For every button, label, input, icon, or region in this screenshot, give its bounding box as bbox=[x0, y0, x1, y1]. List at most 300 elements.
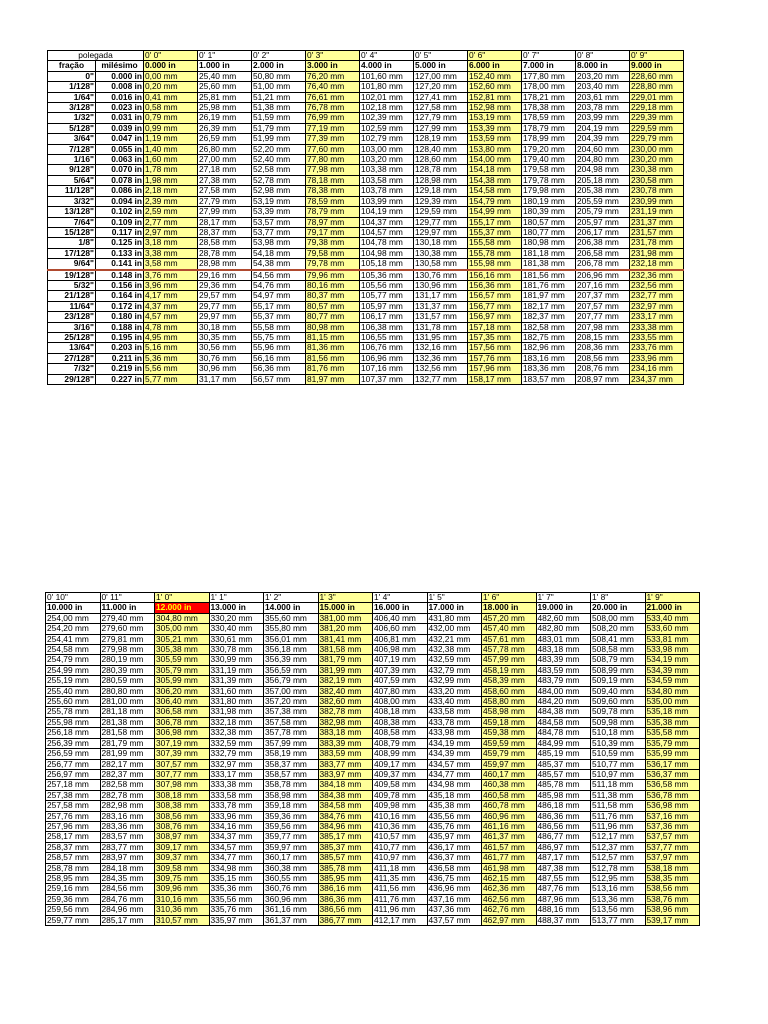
mm-cell: 485,37 mm bbox=[536, 759, 591, 769]
mm-cell: 78,59 mm bbox=[306, 196, 360, 206]
mm-cell: 80,77 mm bbox=[306, 312, 360, 322]
mm-cell: 255,78 mm bbox=[46, 707, 101, 717]
table-row bbox=[48, 165, 684, 175]
mm-cell: 411,76 mm bbox=[373, 894, 428, 904]
table-row bbox=[48, 353, 684, 363]
mm-cell: 28,78 mm bbox=[198, 248, 252, 258]
mm-cell: 256,59 mm bbox=[46, 749, 101, 759]
feet-header-3: 1' 1" bbox=[209, 593, 264, 603]
inch-header-7: 7.000 in bbox=[522, 61, 576, 71]
mm-cell: 52,20 mm bbox=[252, 144, 306, 154]
mm-cell: 5,36 mm bbox=[144, 353, 198, 363]
mm-cell: 356,59 mm bbox=[264, 665, 319, 675]
inch-header-2: 12.000 in bbox=[155, 603, 210, 613]
mm-cell: 183,36 mm bbox=[522, 364, 576, 374]
table-row bbox=[46, 759, 700, 769]
decimal-cell: 0.055 in bbox=[96, 144, 144, 154]
decimal-cell: 0.117 in bbox=[96, 227, 144, 237]
mm-cell: 461,57 mm bbox=[482, 842, 537, 852]
mm-cell: 460,96 mm bbox=[482, 811, 537, 821]
fraction-cell: 3/128" bbox=[48, 103, 96, 113]
mm-cell: 460,38 mm bbox=[482, 780, 537, 790]
mm-cell: 205,97 mm bbox=[576, 217, 630, 227]
mm-cell: 26,80 mm bbox=[198, 144, 252, 154]
mm-cell: 360,76 mm bbox=[264, 884, 319, 894]
mm-cell: 233,55 mm bbox=[630, 332, 684, 342]
mm-cell: 106,17 mm bbox=[360, 312, 414, 322]
mm-cell: 306,58 mm bbox=[155, 707, 210, 717]
mm-cell: 1,60 mm bbox=[144, 155, 198, 165]
mm-cell: 538,56 mm bbox=[645, 884, 700, 894]
mm-cell: 0,41 mm bbox=[144, 92, 198, 102]
mm-cell: 207,57 mm bbox=[576, 301, 630, 311]
mm-cell: 281,18 mm bbox=[100, 707, 155, 717]
mm-cell: 254,58 mm bbox=[46, 645, 101, 655]
decimal-cell: 0.063 in bbox=[96, 155, 144, 165]
mm-cell: 79,17 mm bbox=[306, 227, 360, 237]
table-row bbox=[46, 686, 700, 696]
mm-cell: 357,78 mm bbox=[264, 728, 319, 738]
table-row bbox=[46, 769, 700, 779]
mm-cell: 51,21 mm bbox=[252, 92, 306, 102]
mm-cell: 382,40 mm bbox=[318, 686, 373, 696]
mm-cell: 406,81 mm bbox=[373, 634, 428, 644]
table-row bbox=[48, 364, 684, 374]
mm-cell: 382,98 mm bbox=[318, 717, 373, 727]
mm-cell: 534,19 mm bbox=[645, 655, 700, 665]
mm-cell: 130,96 mm bbox=[414, 280, 468, 290]
mm-cell: 0,20 mm bbox=[144, 82, 198, 92]
mm-cell: 30,35 mm bbox=[198, 332, 252, 342]
table-row bbox=[46, 780, 700, 790]
mm-cell: 382,19 mm bbox=[318, 676, 373, 686]
mm-cell: 233,76 mm bbox=[630, 343, 684, 353]
mm-cell: 0,99 mm bbox=[144, 123, 198, 133]
mm-cell: 101,80 mm bbox=[360, 82, 414, 92]
mm-cell: 358,19 mm bbox=[264, 749, 319, 759]
table-row bbox=[48, 322, 684, 332]
mm-cell: 208,15 mm bbox=[576, 332, 630, 342]
mm-cell: 5,77 mm bbox=[144, 374, 198, 384]
decimal-cell: 0.016 in bbox=[96, 92, 144, 102]
mm-cell: 331,39 mm bbox=[209, 676, 264, 686]
mm-cell: 79,38 mm bbox=[306, 238, 360, 248]
mm-cell: 483,39 mm bbox=[536, 655, 591, 665]
mm-cell: 310,36 mm bbox=[155, 905, 210, 915]
mm-cell: 53,98 mm bbox=[252, 238, 306, 248]
table-row bbox=[48, 134, 684, 144]
fraction-cell: 5/32" bbox=[48, 280, 96, 290]
decimal-cell: 0.203 in bbox=[96, 343, 144, 353]
mm-cell: 255,98 mm bbox=[46, 717, 101, 727]
mm-cell: 284,96 mm bbox=[100, 905, 155, 915]
mm-cell: 357,58 mm bbox=[264, 717, 319, 727]
mm-cell: 183,57 mm bbox=[522, 374, 576, 384]
mm-cell: 26,19 mm bbox=[198, 113, 252, 123]
mm-cell: 154,79 mm bbox=[468, 196, 522, 206]
mm-cell: 129,77 mm bbox=[414, 217, 468, 227]
mm-cell: 308,76 mm bbox=[155, 821, 210, 831]
mm-cell: 485,78 mm bbox=[536, 780, 591, 790]
mm-cell: 205,38 mm bbox=[576, 186, 630, 196]
mm-cell: 103,00 mm bbox=[360, 144, 414, 154]
mm-cell: 233,17 mm bbox=[630, 312, 684, 322]
mm-cell: 508,58 mm bbox=[591, 645, 646, 655]
mm-cell: 510,97 mm bbox=[591, 769, 646, 779]
table-row bbox=[46, 894, 700, 904]
mm-cell: 539,17 mm bbox=[645, 915, 700, 925]
mm-cell: 435,18 mm bbox=[427, 790, 482, 800]
mm-cell: 457,40 mm bbox=[482, 624, 537, 634]
mm-cell: 486,97 mm bbox=[536, 842, 591, 852]
mm-cell: 509,40 mm bbox=[591, 686, 646, 696]
mm-cell: 152,98 mm bbox=[468, 103, 522, 113]
mm-cell: 182,75 mm bbox=[522, 332, 576, 342]
mm-cell: 208,76 mm bbox=[576, 364, 630, 374]
mm-cell: 434,39 mm bbox=[427, 749, 482, 759]
mm-cell: 282,37 mm bbox=[100, 769, 155, 779]
mm-cell: 536,37 mm bbox=[645, 769, 700, 779]
mm-cell: 3,96 mm bbox=[144, 280, 198, 290]
mm-cell: 330,40 mm bbox=[209, 624, 264, 634]
mm-cell: 536,17 mm bbox=[645, 759, 700, 769]
mm-cell: 203,20 mm bbox=[576, 71, 630, 81]
mm-cell: 510,18 mm bbox=[591, 728, 646, 738]
decimal-cell: 0.188 in bbox=[96, 322, 144, 332]
mm-cell: 538,18 mm bbox=[645, 863, 700, 873]
mm-cell: 436,58 mm bbox=[427, 863, 482, 873]
mm-cell: 411,35 mm bbox=[373, 873, 428, 883]
mm-cell: 103,38 mm bbox=[360, 165, 414, 175]
mm-cell: 407,39 mm bbox=[373, 665, 428, 675]
mm-cell: 54,76 mm bbox=[252, 280, 306, 290]
conversion-table-0-to-9-feet bbox=[47, 50, 684, 385]
mm-cell: 132,56 mm bbox=[414, 364, 468, 374]
mm-cell: 535,99 mm bbox=[645, 749, 700, 759]
mm-cell: 307,57 mm bbox=[155, 759, 210, 769]
mm-cell: 54,56 mm bbox=[252, 270, 306, 281]
inch-header-5: 5.000 in bbox=[414, 61, 468, 71]
feet-header-8: 1' 6" bbox=[482, 593, 537, 603]
mm-cell: 484,78 mm bbox=[536, 728, 591, 738]
table-row bbox=[48, 374, 684, 384]
mm-cell: 436,37 mm bbox=[427, 853, 482, 863]
mm-cell: 127,00 mm bbox=[414, 71, 468, 81]
mm-cell: 228,60 mm bbox=[630, 71, 684, 81]
mm-cell: 330,20 mm bbox=[209, 613, 264, 623]
mm-cell: 206,78 mm bbox=[576, 259, 630, 270]
mm-cell: 281,79 mm bbox=[100, 738, 155, 748]
mm-cell: 406,40 mm bbox=[373, 613, 428, 623]
mm-cell: 486,77 mm bbox=[536, 832, 591, 842]
mm-cell: 309,96 mm bbox=[155, 884, 210, 894]
mm-cell: 305,21 mm bbox=[155, 634, 210, 644]
mm-cell: 334,37 mm bbox=[209, 832, 264, 842]
mm-cell: 155,37 mm bbox=[468, 227, 522, 237]
mm-cell: 56,16 mm bbox=[252, 353, 306, 363]
header-row-inches bbox=[48, 61, 684, 71]
mm-cell: 457,20 mm bbox=[482, 613, 537, 623]
mm-cell: 281,58 mm bbox=[100, 728, 155, 738]
mm-cell: 153,80 mm bbox=[468, 144, 522, 154]
mm-cell: 436,96 mm bbox=[427, 884, 482, 894]
fraction-cell: 25/128" bbox=[48, 332, 96, 342]
table-row bbox=[46, 707, 700, 717]
mm-cell: 284,56 mm bbox=[100, 884, 155, 894]
mm-cell: 433,20 mm bbox=[427, 686, 482, 696]
table-row bbox=[48, 71, 684, 81]
table-row bbox=[48, 312, 684, 322]
decimal-cell: 0.039 in bbox=[96, 123, 144, 133]
mm-cell: 76,78 mm bbox=[306, 103, 360, 113]
mm-cell: 233,96 mm bbox=[630, 353, 684, 363]
table-row bbox=[48, 270, 684, 281]
mm-cell: 334,57 mm bbox=[209, 842, 264, 852]
mm-cell: 257,96 mm bbox=[46, 821, 101, 831]
mm-cell: 332,18 mm bbox=[209, 717, 264, 727]
table-row bbox=[48, 175, 684, 185]
mm-cell: 458,39 mm bbox=[482, 676, 537, 686]
table-row bbox=[46, 811, 700, 821]
mm-cell: 207,16 mm bbox=[576, 280, 630, 290]
mm-cell: 181,76 mm bbox=[522, 280, 576, 290]
mm-cell: 432,79 mm bbox=[427, 665, 482, 675]
mm-cell: 27,18 mm bbox=[198, 165, 252, 175]
decimal-cell: 0.164 in bbox=[96, 291, 144, 301]
table-row bbox=[46, 801, 700, 811]
table-row bbox=[46, 821, 700, 831]
mm-cell: 203,40 mm bbox=[576, 82, 630, 92]
mm-cell: 127,79 mm bbox=[414, 113, 468, 123]
mm-cell: 510,77 mm bbox=[591, 759, 646, 769]
mm-cell: 381,58 mm bbox=[318, 645, 373, 655]
mm-cell: 410,16 mm bbox=[373, 811, 428, 821]
mm-cell: 361,16 mm bbox=[264, 905, 319, 915]
mm-cell: 5,56 mm bbox=[144, 364, 198, 374]
table-row bbox=[46, 645, 700, 655]
mm-cell: 207,37 mm bbox=[576, 291, 630, 301]
mm-cell: 1,19 mm bbox=[144, 134, 198, 144]
mm-cell: 435,56 mm bbox=[427, 811, 482, 821]
mm-cell: 203,99 mm bbox=[576, 113, 630, 123]
mm-cell: 433,58 mm bbox=[427, 707, 482, 717]
mm-cell: 129,59 mm bbox=[414, 207, 468, 217]
mm-cell: 484,38 mm bbox=[536, 707, 591, 717]
mm-cell: 408,38 mm bbox=[373, 717, 428, 727]
mm-cell: 258,57 mm bbox=[46, 853, 101, 863]
mm-cell: 485,98 mm bbox=[536, 790, 591, 800]
mm-cell: 310,16 mm bbox=[155, 894, 210, 904]
mm-cell: 358,98 mm bbox=[264, 790, 319, 800]
mm-cell: 359,77 mm bbox=[264, 832, 319, 842]
table-row bbox=[46, 634, 700, 644]
fraction-cell: 19/128" bbox=[48, 270, 96, 281]
table-row bbox=[48, 92, 684, 102]
mm-cell: 458,60 mm bbox=[482, 686, 537, 696]
mm-cell: 81,56 mm bbox=[306, 353, 360, 363]
table-row bbox=[48, 217, 684, 227]
header-row-feet bbox=[46, 593, 700, 603]
mm-cell: 281,00 mm bbox=[100, 697, 155, 707]
mm-cell: 332,59 mm bbox=[209, 738, 264, 748]
mm-cell: 229,01 mm bbox=[630, 92, 684, 102]
mm-cell: 279,81 mm bbox=[100, 634, 155, 644]
mm-cell: 538,76 mm bbox=[645, 894, 700, 904]
mm-cell: 154,38 mm bbox=[468, 175, 522, 185]
mm-cell: 360,17 mm bbox=[264, 853, 319, 863]
mm-cell: 106,38 mm bbox=[360, 322, 414, 332]
feet-header-6: 1' 4" bbox=[373, 593, 428, 603]
mm-cell: 78,79 mm bbox=[306, 207, 360, 217]
mm-cell: 460,58 mm bbox=[482, 790, 537, 800]
mm-cell: 385,37 mm bbox=[318, 842, 373, 852]
mm-cell: 356,79 mm bbox=[264, 676, 319, 686]
mm-cell: 280,19 mm bbox=[100, 655, 155, 665]
mm-cell: 509,98 mm bbox=[591, 717, 646, 727]
mm-cell: 459,79 mm bbox=[482, 749, 537, 759]
feet-header-8: 0' 8" bbox=[576, 51, 630, 61]
mm-cell: 3,76 mm bbox=[144, 270, 198, 281]
mm-cell: 486,18 mm bbox=[536, 801, 591, 811]
mm-cell: 534,80 mm bbox=[645, 686, 700, 696]
mm-cell: 409,98 mm bbox=[373, 801, 428, 811]
mm-cell: 307,77 mm bbox=[155, 769, 210, 779]
fraction-cell: 13/128" bbox=[48, 207, 96, 217]
mm-cell: 78,18 mm bbox=[306, 175, 360, 185]
mm-cell: 106,55 mm bbox=[360, 332, 414, 342]
table-row bbox=[46, 832, 700, 842]
mm-cell: 130,38 mm bbox=[414, 248, 468, 258]
mm-cell: 103,58 mm bbox=[360, 175, 414, 185]
mm-cell: 153,19 mm bbox=[468, 113, 522, 123]
mm-cell: 259,77 mm bbox=[46, 915, 101, 925]
mm-cell: 232,56 mm bbox=[630, 280, 684, 290]
mm-cell: 208,36 mm bbox=[576, 343, 630, 353]
mm-cell: 103,99 mm bbox=[360, 196, 414, 206]
mm-cell: 386,56 mm bbox=[318, 905, 373, 915]
mm-cell: 178,00 mm bbox=[522, 82, 576, 92]
mm-cell: 205,59 mm bbox=[576, 196, 630, 206]
mm-cell: 131,95 mm bbox=[414, 332, 468, 342]
mm-cell: 52,40 mm bbox=[252, 155, 306, 165]
mm-cell: 485,19 mm bbox=[536, 749, 591, 759]
mm-cell: 107,37 mm bbox=[360, 374, 414, 384]
mm-cell: 205,18 mm bbox=[576, 175, 630, 185]
table-row bbox=[48, 301, 684, 311]
mm-cell: 255,60 mm bbox=[46, 697, 101, 707]
mm-cell: 535,00 mm bbox=[645, 697, 700, 707]
mm-cell: 460,78 mm bbox=[482, 801, 537, 811]
mm-cell: 488,37 mm bbox=[536, 915, 591, 925]
mm-cell: 536,98 mm bbox=[645, 801, 700, 811]
mm-cell: 254,00 mm bbox=[46, 613, 101, 623]
mm-cell: 204,39 mm bbox=[576, 134, 630, 144]
mm-cell: 306,98 mm bbox=[155, 728, 210, 738]
mm-cell: 487,55 mm bbox=[536, 873, 591, 883]
mm-cell: 0,00 mm bbox=[144, 71, 198, 81]
mm-cell: 104,78 mm bbox=[360, 238, 414, 248]
inch-header-6: 16.000 in bbox=[373, 603, 428, 613]
mm-cell: 335,56 mm bbox=[209, 894, 264, 904]
table-row bbox=[48, 259, 684, 270]
mm-cell: 259,56 mm bbox=[46, 905, 101, 915]
mm-cell: 178,38 mm bbox=[522, 103, 576, 113]
feet-header-10: 1' 8" bbox=[591, 593, 646, 603]
mm-cell: 76,61 mm bbox=[306, 92, 360, 102]
mm-cell: 462,76 mm bbox=[482, 905, 537, 915]
mm-cell: 306,78 mm bbox=[155, 717, 210, 727]
mm-cell: 230,58 mm bbox=[630, 175, 684, 185]
mm-cell: 508,99 mm bbox=[591, 665, 646, 675]
table-row bbox=[46, 613, 700, 623]
mm-cell: 131,37 mm bbox=[414, 301, 468, 311]
mm-cell: 306,40 mm bbox=[155, 697, 210, 707]
mm-cell: 105,18 mm bbox=[360, 259, 414, 270]
table-row bbox=[46, 853, 700, 863]
mm-cell: 4,17 mm bbox=[144, 291, 198, 301]
mm-cell: 304,80 mm bbox=[155, 613, 210, 623]
mm-cell: 382,78 mm bbox=[318, 707, 373, 717]
table-row bbox=[46, 863, 700, 873]
mm-cell: 76,99 mm bbox=[306, 113, 360, 123]
mm-cell: 534,39 mm bbox=[645, 665, 700, 675]
mm-cell: 127,20 mm bbox=[414, 82, 468, 92]
mm-cell: 206,96 mm bbox=[576, 270, 630, 281]
mm-cell: 231,78 mm bbox=[630, 238, 684, 248]
fraction-cell: 27/128" bbox=[48, 353, 96, 363]
mm-cell: 332,97 mm bbox=[209, 759, 264, 769]
mm-cell: 359,36 mm bbox=[264, 811, 319, 821]
inch-header-10: 20.000 in bbox=[591, 603, 646, 613]
mm-cell: 512,95 mm bbox=[591, 873, 646, 883]
mm-cell: 284,35 mm bbox=[100, 873, 155, 883]
mm-cell: 461,77 mm bbox=[482, 853, 537, 863]
mm-cell: 77,98 mm bbox=[306, 165, 360, 175]
mm-cell: 127,99 mm bbox=[414, 123, 468, 133]
mm-cell: 254,20 mm bbox=[46, 624, 101, 634]
mm-cell: 254,41 mm bbox=[46, 634, 101, 644]
mm-cell: 154,00 mm bbox=[468, 155, 522, 165]
mm-cell: 80,16 mm bbox=[306, 280, 360, 290]
inch-header-8: 8.000 in bbox=[576, 61, 630, 71]
mm-cell: 511,76 mm bbox=[591, 811, 646, 821]
mm-cell: 182,37 mm bbox=[522, 312, 576, 322]
mm-cell: 53,57 mm bbox=[252, 217, 306, 227]
mm-cell: 432,99 mm bbox=[427, 676, 482, 686]
mm-cell: 256,18 mm bbox=[46, 728, 101, 738]
mm-cell: 408,00 mm bbox=[373, 697, 428, 707]
mm-cell: 279,98 mm bbox=[100, 645, 155, 655]
mm-cell: 81,76 mm bbox=[306, 364, 360, 374]
mm-cell: 30,18 mm bbox=[198, 322, 252, 332]
mm-cell: 52,98 mm bbox=[252, 186, 306, 196]
fraction-cell: 17/128" bbox=[48, 248, 96, 258]
mm-cell: 77,39 mm bbox=[306, 134, 360, 144]
mm-cell: 181,18 mm bbox=[522, 248, 576, 258]
mm-cell: 434,77 mm bbox=[427, 769, 482, 779]
mm-cell: 332,79 mm bbox=[209, 749, 264, 759]
mm-cell: 407,19 mm bbox=[373, 655, 428, 665]
mm-cell: 357,20 mm bbox=[264, 697, 319, 707]
inch-header-7: 17.000 in bbox=[427, 603, 482, 613]
conversion-table-10-to-21-inches bbox=[45, 592, 700, 926]
mm-cell: 228,80 mm bbox=[630, 82, 684, 92]
mm-cell: 434,19 mm bbox=[427, 738, 482, 748]
mm-cell: 357,99 mm bbox=[264, 738, 319, 748]
mm-cell: 128,78 mm bbox=[414, 165, 468, 175]
fraction-cell: 9/64" bbox=[48, 259, 96, 270]
table-row bbox=[46, 624, 700, 634]
